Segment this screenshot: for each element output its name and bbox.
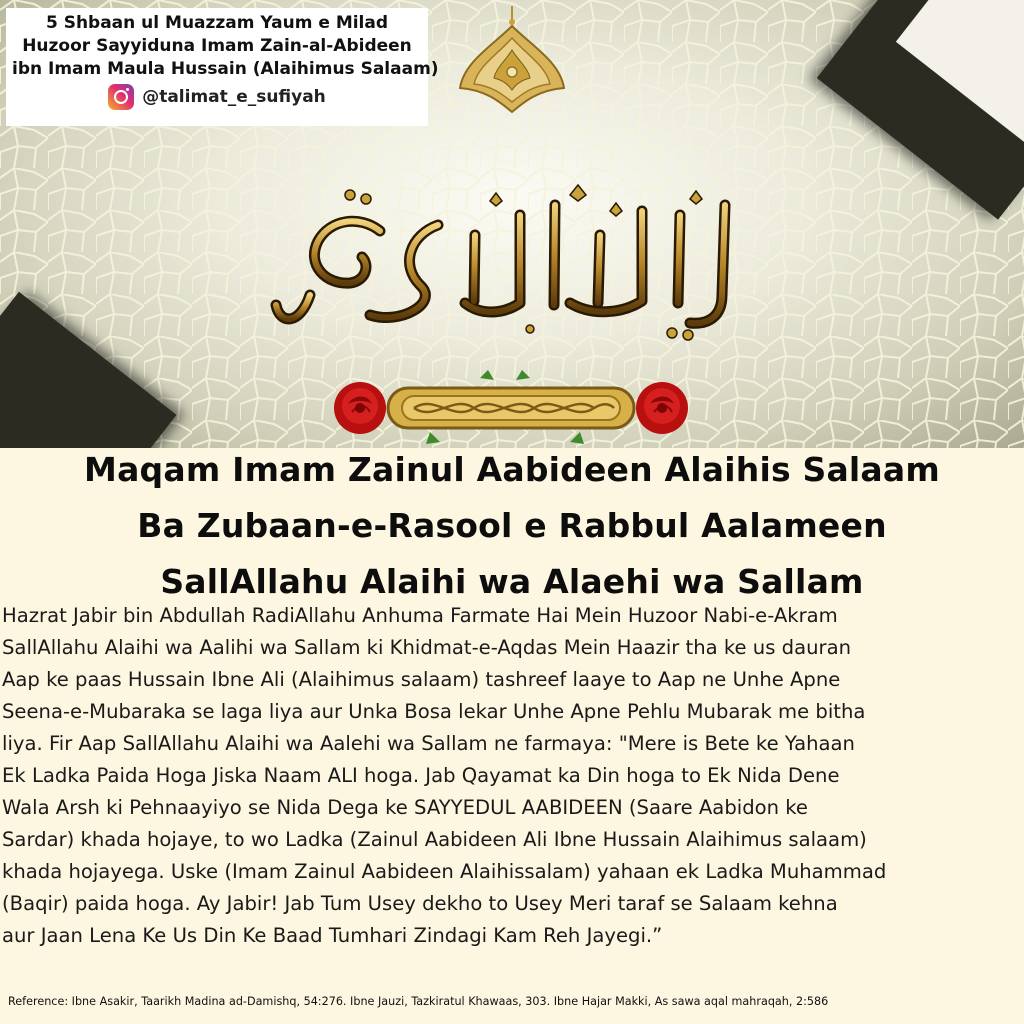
instagram-icon [108,84,134,110]
reference-text: Reference: Ibne Asakir, Taarikh Madina ad-Damishq, 54:276. Ibne Jauzi, Tazkiratul Khawaas, 303. Ibne Hajar Makki, As sawa aqal mahraqah, 2:586 [8,995,829,1008]
info-line-2: Huzoor Sayyiduna Imam Zain-al-Abideen [22,36,412,56]
rose-right [636,382,688,434]
heading-line-1: Maqam Imam Zainul Aabideen Alaihis Salaam [84,450,940,489]
calligraphy-ya-sayyid-as-sajideen [270,175,750,350]
info-line-3: ibn Imam Maula Hussain (Alaihimus Salaam) [12,59,439,79]
info-line-1: 5 Shbaan ul Muazzam Yaum e Milad [45,13,389,33]
instagram-handle: @talimat_e_sufiyah [142,87,326,107]
instagram-row [12,84,422,110]
body-line: (Baqir) paida hoga. Ay Jabir! Jab Tum Usey dekho to Usey Meri taraf se Salaam kehna [2,892,838,915]
body-line: Seena-e-Mubaraka se laga liya aur Unka Bosa lekar Unhe Apne Pehlu Mubarak me bitha [2,700,866,723]
title-info-box [6,8,439,126]
header-banner [0,0,1024,448]
body-line: Wala Arsh ki Pehnaayiyo se Nida Dega ke SAYYEDUL AABIDEEN (Saare Aabidon ke [2,796,808,819]
body-line: SallAllahu Alaihi wa Aalihi wa Sallam ki Khidmat-e-Aqdas Mein Haazir tha ke us dauran [2,636,852,659]
body-line: aur Jaan Lena Ke Us Din Ke Baad Tumhari Zindagi Kam Reh Jayegi.” [2,924,663,947]
ornament-icon [456,6,568,114]
rose-left [334,382,386,434]
body-line: Sardar) khada hojaye, to wo Ladka (Zainul Aabideen Ali Ibne Hussain Alaihimus salaam) [2,828,867,851]
roses-decoration [330,370,700,446]
body-line: Hazrat Jabir bin Abdullah RadiAllahu Anhuma Farmate Hai Mein Huzoor Nabi-e-Akram [2,604,838,627]
body-line: Aap ke paas Hussain Ibne Ali (Alaihimus salaam) tashreef laaye to Aap ne Unhe Apne [2,668,841,691]
heading-line-3: SallAllahu Alaihi wa Alaehi wa Sallam [160,562,864,601]
body-line: khada hojayega. Uske (Imam Zainul Aabideen Alaihissalam) yahaan ek Ladka Muhammad [2,860,887,883]
body-line: liya. Fir Aap SallAllahu Alaihi wa Aalehi wa Sallam ne farmaya: "Mere is Bete ke Yahaan [2,732,855,755]
heading-line-2: Ba Zubaan-e-Rasool e Rabbul Aalameen [137,506,887,545]
hadith-body-text [2,600,1022,952]
body-line: Ek Ladka Paida Hoga Jiska Naam ALI hoga. Jab Qayamat ka Din hoga to Ek Nida Dene [2,764,840,787]
